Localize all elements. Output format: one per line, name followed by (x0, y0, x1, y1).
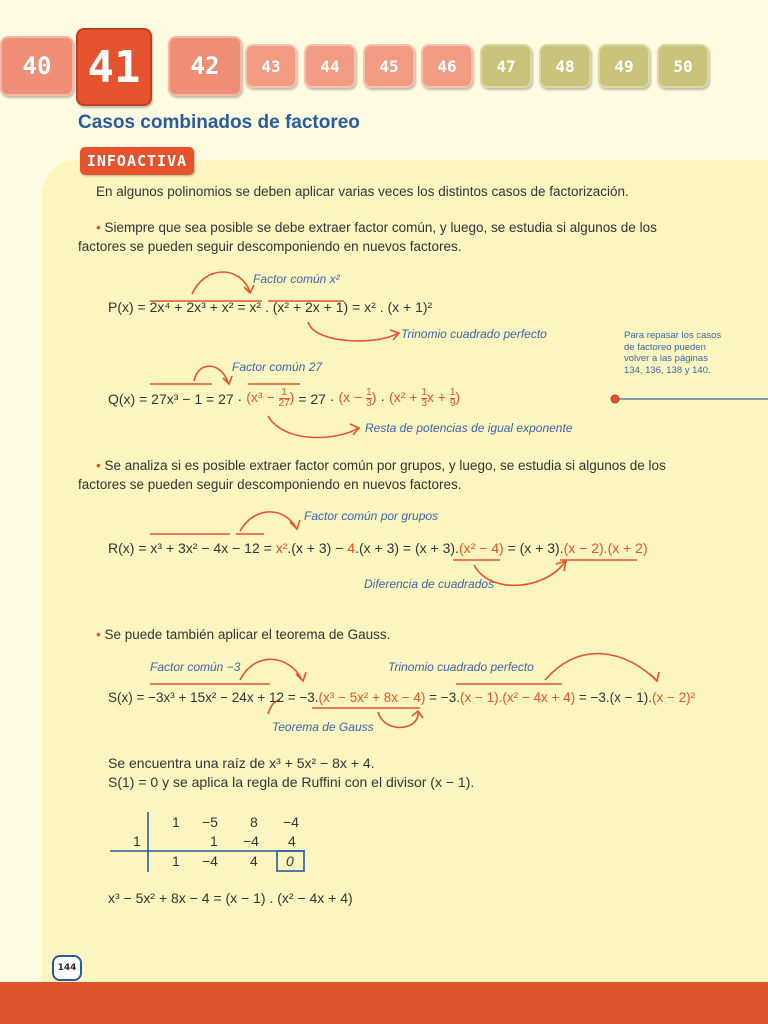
equation-s-part: = −3.(x − 1). (575, 690, 653, 705)
tab-45[interactable]: 45 (363, 44, 415, 88)
ruffini-cell: 1 (210, 833, 218, 849)
ruffini-divisor: 1 (133, 833, 141, 849)
equation-p: P(x) = 2x⁴ + 2x³ + x² = x² . (x² + 2x + 1) = x² . (x + 1)² (108, 299, 433, 315)
bullet-paragraph-3 (78, 625, 692, 644)
equation-r-part: 4 (347, 540, 356, 556)
tab-40[interactable]: 40 (0, 36, 74, 96)
bullet-marker: • (96, 220, 101, 235)
annotation-teorema-gauss: Teorema de Gauss (272, 720, 374, 734)
bullet-1-text: Siempre que sea posible se debe extraer factor común, y luego, se estudia si algunos de los factores se pueden seguir descomponiendo en nuevos factores. (78, 220, 657, 254)
tab-47[interactable]: 47 (480, 44, 532, 88)
ruffini-cell: 8 (250, 814, 258, 830)
tab-44[interactable]: 44 (304, 44, 356, 88)
bullet-marker: • (96, 627, 101, 642)
ruffini-cell: 4 (288, 833, 296, 849)
annotation-resta-potencias: Resta de potencias de igual exponente (365, 421, 573, 435)
tab-43[interactable]: 43 (245, 44, 297, 88)
annotation-trinomio-s: Trinomio cuadrado perfecto (388, 660, 534, 674)
equation-r (108, 540, 648, 556)
ruffini-remainder: 0 (286, 853, 294, 869)
equation-s-part: S(x) = −3x³ + 15x² − 24x + 12 = −3. (108, 690, 319, 705)
annotation-trinomio-p: Trinomio cuadrado perfecto (401, 327, 547, 341)
page-title: Casos combinados de factoreo (78, 112, 360, 133)
equation-q-left: Q(x) = 27x³ − 1 = 27 · (108, 390, 243, 407)
equation-r-part: (x − 2).(x + 2) (563, 540, 648, 556)
ruffini-cell: 1 (172, 853, 180, 869)
ruffini-cell: −5 (202, 814, 218, 830)
bullet-2-text: Se analiza si es posible extraer factor común por grupos, y luego, se estudia si algunos de los factores se pueden seguir descomponiendo en nuevos factores. (78, 458, 666, 492)
bullet-marker: • (96, 458, 101, 473)
gauss-text-1: Se encuentra una raíz de x³ + 5x² − 8x + 4. (108, 755, 375, 771)
ruffini-cell: −4 (283, 814, 299, 830)
equation-r-part: .(x + 3) = (x + 3). (355, 540, 459, 556)
tab-48[interactable]: 48 (539, 44, 591, 88)
side-note: Para repasar los casos de factoreo pueden volver a las páginas 134, 136, 138 y 140. (624, 330, 722, 376)
tab-41-current[interactable]: 41 (76, 28, 152, 106)
equation-q-dot: · (380, 390, 386, 407)
gauss-text-2: S(1) = 0 y se aplica la regla de Ruffini con el divisor (x − 1). (108, 774, 475, 790)
annotation-diferencia-cuadrados: Diferencia de cuadrados (364, 577, 495, 591)
page-number: 144 (52, 955, 82, 981)
infoactiva-badge: INFOACTIVA (80, 147, 194, 175)
annotation-factor-comun-27: Factor común 27 (232, 360, 323, 374)
equation-r-part: R(x) = x³ + 3x² − 4x − 12 = (108, 540, 276, 556)
equation-s (108, 690, 695, 705)
intro-paragraph: En algunos polinomios se deben aplicar varias veces los distintos casos de factorización. (96, 184, 629, 199)
tab-46[interactable]: 46 (421, 44, 473, 88)
ruffini-cell: −4 (202, 853, 218, 869)
equation-s-part: (x − 1).(x² − 4x + 4) (459, 690, 576, 705)
annotation-factor-comun-3: Factor común −3 (150, 660, 241, 674)
equation-q-group3: (x² + $\frac{1}{3}$ x + $\frac{1}{9}$ ) (389, 387, 461, 409)
ruffini-cell: −4 (243, 833, 259, 849)
ruffini-cell: 4 (250, 853, 258, 869)
equation-q-mid: = 27 · (298, 390, 335, 407)
equation-q (108, 388, 460, 409)
bullet-3-text: Se puede también aplicar el teorema de Gauss. (104, 627, 391, 642)
equation-r-part: (x² − 4) (458, 540, 504, 556)
annotation-factor-comun-grupos: Factor común por grupos (304, 509, 439, 523)
equation-s-part: (x − 2)² (652, 690, 696, 705)
ruffini-cell: 1 (172, 814, 180, 830)
equation-s-part: (x³ − 5x² + 8x − 4) (318, 690, 426, 705)
equation-r-part: = (x + 3). (503, 540, 564, 556)
result-equation: x³ − 5x² + 8x − 4 = (x − 1) . (x² − 4x + 4) (108, 890, 353, 906)
tab-49[interactable]: 49 (598, 44, 650, 88)
equation-q-group1: (x³ − $\frac{1}{27}$ ) (246, 387, 295, 409)
tab-42[interactable]: 42 (168, 36, 242, 96)
tab-50[interactable]: 50 (657, 44, 709, 88)
equation-s-part: = −3. (425, 690, 460, 705)
bullet-paragraph-2 (78, 456, 692, 494)
equation-q-group2: (x − $\frac{1}{3}$ ) (338, 387, 377, 409)
equation-r-part: .(x + 3) − (287, 540, 348, 556)
annotation-factor-comun-x2: Factor común x² (253, 272, 340, 286)
equation-r-part: x² (275, 540, 288, 556)
